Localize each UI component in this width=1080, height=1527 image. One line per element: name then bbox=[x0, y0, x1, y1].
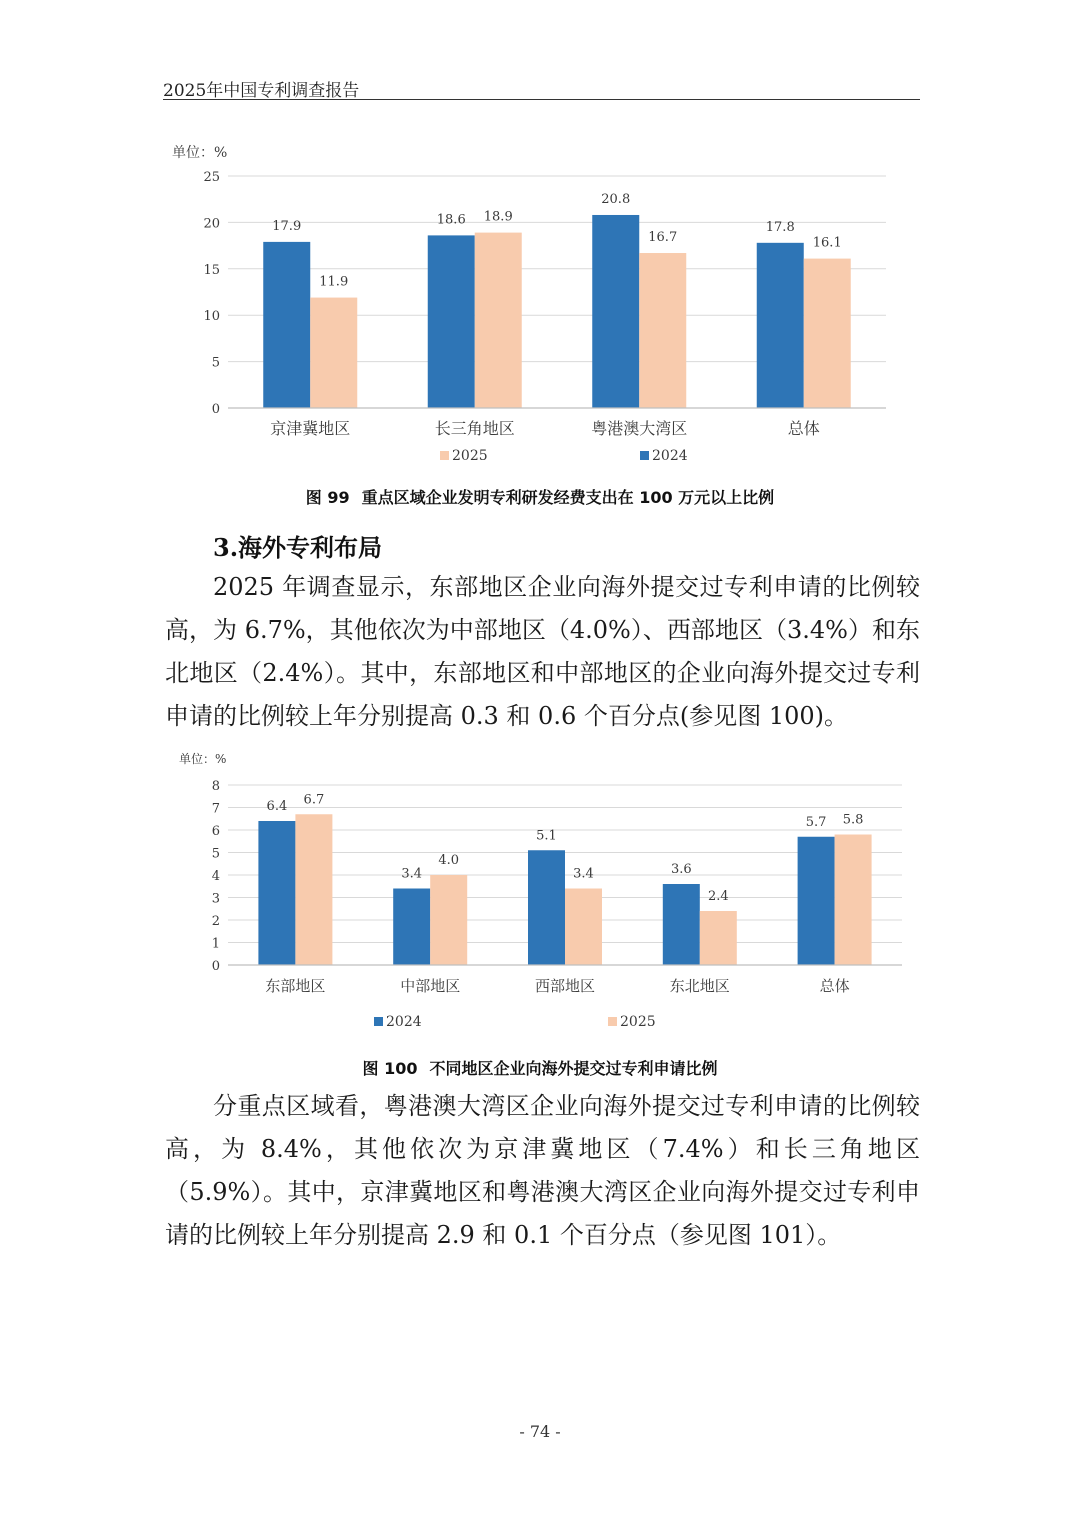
data-label-2025: 16.1 bbox=[812, 235, 842, 251]
bar-2025 bbox=[475, 233, 522, 408]
data-label-2025: 5.8 bbox=[842, 812, 864, 828]
y-tick-label: 2 bbox=[211, 914, 220, 929]
data-label-2024: 20.8 bbox=[601, 191, 631, 207]
section-heading: 3.海外专利布局 bbox=[213, 533, 383, 562]
data-label-2024: 17.9 bbox=[272, 218, 302, 234]
bar-2024 bbox=[663, 884, 700, 965]
x-category-label: 总体 bbox=[787, 419, 820, 438]
header-divider bbox=[163, 99, 920, 100]
x-category-label: 总体 bbox=[819, 977, 850, 995]
legend-swatch-2024 bbox=[640, 451, 649, 460]
data-label-2024: 17.8 bbox=[765, 219, 795, 235]
data-label-2025: 4.0 bbox=[438, 853, 460, 868]
x-category-label: 东部地区 bbox=[265, 977, 326, 995]
bar-2025 bbox=[804, 259, 851, 408]
x-category-label: 长三角地区 bbox=[434, 419, 515, 438]
x-category-label: 西部地区 bbox=[534, 977, 596, 995]
bar-2025 bbox=[565, 889, 602, 966]
data-label-2025: 16.7 bbox=[648, 230, 678, 246]
bar-2024 bbox=[263, 242, 310, 408]
y-tick-label: 15 bbox=[203, 262, 220, 278]
chart-figure-99 bbox=[0, 130, 1080, 470]
data-label-2024: 5.7 bbox=[805, 814, 827, 830]
figure-99-title: 重点区域企业发明专利研发经费支出在 100 万元以上比例 bbox=[361, 488, 775, 507]
data-label-2024: 3.6 bbox=[670, 862, 692, 877]
bar-2024 bbox=[757, 243, 804, 408]
bar-2024 bbox=[528, 850, 565, 965]
chart-figure-100 bbox=[0, 740, 1080, 1040]
legend-swatch-2025 bbox=[440, 451, 449, 460]
running-header: 2025年中国专利调查报告 bbox=[163, 81, 360, 101]
legend-swatch-2024 bbox=[374, 1017, 383, 1026]
data-label-2024: 18.6 bbox=[436, 212, 466, 228]
y-tick-label: 0 bbox=[211, 402, 220, 417]
y-tick-label: 7 bbox=[211, 801, 220, 817]
page-number: - 74 - bbox=[519, 1422, 561, 1441]
legend-label-2025: 2025 bbox=[620, 1014, 656, 1030]
y-tick-label: 20 bbox=[203, 216, 220, 232]
paragraph-1: 2025 年调查显示，东部地区企业向海外提交过专利申请的比例较高，为 6.7%，其他依次为中部地区（4.0%）、西部地区（3.4%）和东北地区（2.4%）。其中，东部地区和中部地区的企业向海外提交过专利申请的比例较上年分别提高 0.3 和 0.6 个百分点(参见图 100)。 bbox=[165, 573, 920, 730]
figure-99-number: 图 99 bbox=[305, 488, 350, 507]
data-label-2025: 18.9 bbox=[483, 209, 513, 225]
legend-label-2025: 2025 bbox=[452, 448, 488, 464]
paragraph-2: 分重点区域看，粤港澳大湾区企业向海外提交过专利申请的比例较高，为 8.4%，其他依次为京津冀地区（7.4%）和长三角地区（5.9%）。其中，京津冀地区和粤港澳大湾区企业向海外提交过专利申请的比例较上年分别提高 2.9 和 0.1 个百分点（参见图 101）。 bbox=[165, 1092, 920, 1249]
bar-2024 bbox=[393, 889, 430, 966]
y-tick-label: 1 bbox=[211, 936, 220, 952]
data-label-2024: 5.1 bbox=[536, 828, 557, 844]
y-tick-label: 5 bbox=[211, 355, 220, 371]
bar-2025 bbox=[700, 911, 737, 965]
legend-swatch-2025 bbox=[608, 1017, 617, 1026]
x-category-label: 京津冀地区 bbox=[270, 419, 351, 438]
data-label-2025: 2.4 bbox=[707, 889, 729, 904]
bar-2025 bbox=[639, 253, 686, 408]
x-category-label: 中部地区 bbox=[400, 977, 461, 995]
figure-99-caption bbox=[0, 485, 1080, 508]
data-label-2024: 3.4 bbox=[401, 866, 423, 882]
y-tick-label: 0 bbox=[211, 959, 220, 974]
legend-label-2024: 2024 bbox=[652, 448, 688, 464]
bar-2025 bbox=[835, 835, 872, 966]
figure-100-number: 图 100 bbox=[362, 1059, 418, 1078]
unit-label: 单位：% bbox=[179, 752, 227, 766]
y-tick-label: 3 bbox=[211, 891, 220, 907]
data-label-2025: 3.4 bbox=[573, 866, 594, 882]
bar-2025 bbox=[295, 814, 332, 965]
x-category-label: 粤港澳大湾区 bbox=[591, 419, 688, 438]
figure-100-caption bbox=[0, 1056, 1080, 1079]
bar-2025 bbox=[310, 298, 357, 408]
data-label-2024: 6.4 bbox=[266, 799, 288, 814]
bar-2024 bbox=[592, 215, 639, 408]
legend-label-2024: 2024 bbox=[386, 1014, 422, 1030]
x-category-label: 东北地区 bbox=[669, 977, 730, 995]
data-label-2025: 6.7 bbox=[303, 792, 325, 808]
bar-2024 bbox=[258, 821, 295, 965]
y-tick-label: 6 bbox=[211, 824, 220, 839]
figure-100-title: 不同地区企业向海外提交过专利申请比例 bbox=[429, 1059, 718, 1078]
bar-2025 bbox=[430, 875, 467, 965]
y-tick-label: 10 bbox=[203, 309, 220, 325]
bar-2024 bbox=[428, 235, 475, 408]
bar-2024 bbox=[798, 837, 835, 965]
data-label-2025: 11.9 bbox=[319, 274, 349, 290]
y-tick-label: 8 bbox=[211, 779, 220, 794]
y-tick-label: 4 bbox=[211, 869, 220, 884]
y-tick-label: 25 bbox=[203, 170, 220, 185]
unit-label: 单位：% bbox=[172, 145, 228, 161]
y-tick-label: 5 bbox=[211, 846, 220, 862]
